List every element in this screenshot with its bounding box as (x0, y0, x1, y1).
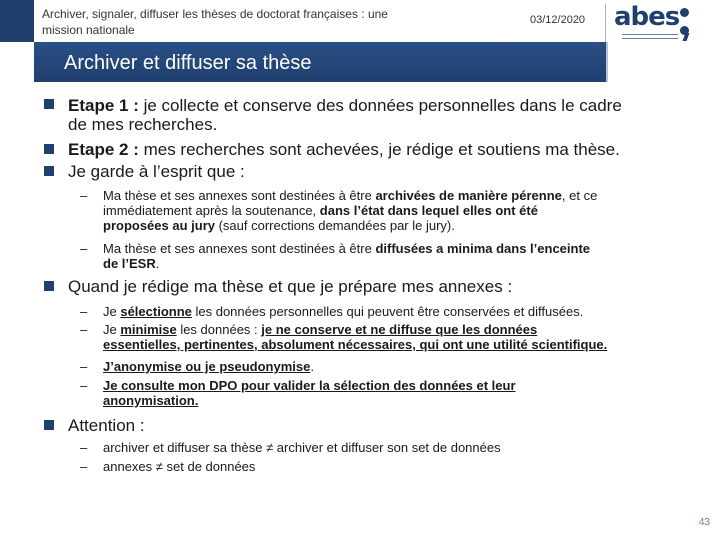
header-title: Archiver, signaler, diffuser les thèses de doctorat françaises : une mission nationale (42, 7, 388, 37)
sub-archive-line2-bold: dans l’état dans lequel elles ont été (319, 203, 538, 218)
bullet-marker (44, 144, 54, 154)
sub-dash: – (80, 304, 88, 319)
sub-anonymise-tail: . (310, 359, 314, 374)
sub-anonymise-bold: J’anonymise ou je pseudonymise (103, 359, 311, 374)
sub-archive-line3-bold: proposées au jury (103, 218, 215, 233)
etape-1-text: je collecte et conserve des données personnelles dans le cadre (138, 96, 622, 115)
sub-note-1: archiver et diffuser sa thèse ≠ archiver et diffuser son set de données (103, 440, 501, 455)
sub-dash: – (80, 459, 88, 474)
slide-title: Archiver et diffuser sa thèse (64, 52, 312, 74)
sub-dash: – (80, 440, 88, 455)
etape-2-label: Etape 2 : (68, 140, 139, 159)
sub-dash: – (80, 378, 88, 393)
bullet-marker (44, 99, 54, 109)
sub-diffuse-text: Ma thèse et ses annexes sont destinées à être (103, 241, 376, 256)
sub-dash: – (80, 322, 88, 337)
sub-minimise-line2: essentielles, pertinentes, absolument nécessaires, qui ont une utilité scientifique. (103, 337, 608, 352)
sub-minimise-mid: les données : (176, 322, 262, 337)
sub-select-text: Je (103, 304, 121, 319)
sub-archive-tail: , et ce (561, 188, 598, 203)
sub-minimise-bold: minimise (120, 322, 177, 337)
sub-archive-text: Ma thèse et ses annexes sont destinées à être (103, 188, 376, 203)
sub-minimise-text: Je (103, 322, 121, 337)
bullet-marker (44, 281, 54, 291)
logo-dot-top (680, 8, 689, 17)
sub-dash: – (80, 188, 88, 203)
logo-tagline (622, 34, 678, 39)
sub-archive-line3: (sauf corrections demandées par le jury). (214, 218, 455, 233)
sub-dash: – (80, 359, 88, 374)
sub-archive (103, 188, 693, 233)
sub-select-bold: sélectionne (120, 304, 192, 319)
sub-select-tail: les données personnelles qui peuvent être conservées et diffusées. (191, 304, 584, 319)
etape-2-text: mes recherches sont achevées, je rédige et soutiens ma thèse. (138, 140, 620, 159)
sub-diffuse-line2-bold: de l’ESR (103, 256, 156, 271)
sub-dpo-line2: anonymisation. (103, 393, 199, 408)
sub-minimise-bold2: je ne conserve et ne diffuse que les données (261, 322, 538, 337)
sub-diffuse (103, 241, 693, 271)
bullet-etape-1 (68, 96, 688, 134)
corner-block (0, 0, 34, 42)
etape-1-text-line2: de mes recherches. (68, 115, 218, 134)
sub-note-2: annexes ≠ set de données (103, 459, 256, 474)
sub-anonymise (103, 359, 693, 374)
sub-minimise (103, 322, 693, 352)
page-number: 43 (698, 517, 710, 528)
sub-select (103, 304, 693, 319)
bullet-preparation: Quand je rédige ma thèse et que je prépare mes annexes : (68, 277, 513, 296)
bullet-marker (44, 420, 54, 430)
logo-text: abes (614, 2, 680, 32)
bullet-marker (44, 166, 54, 176)
sub-diffuse-bold: diffusées a minima dans l’enceinte (375, 241, 591, 256)
sub-archive-line2: immédiatement après la soutenance, (103, 203, 320, 218)
abes-logo (614, 4, 694, 42)
bullet-attention: Attention : (68, 416, 145, 435)
title-banner (34, 42, 608, 82)
sub-diffuse-line2: . (155, 256, 160, 271)
sub-dpo (103, 378, 693, 408)
header-divider (605, 4, 606, 42)
etape-1-label: Etape 1 : (68, 96, 139, 115)
sub-dpo-bold: Je consulte mon DPO pour valider la sélection des données et leur (103, 378, 516, 393)
header-date: 03/12/2020 (530, 14, 586, 26)
bullet-keep-in-mind: Je garde à l’esprit que : (68, 162, 245, 181)
bullet-etape-2 (68, 140, 688, 159)
sub-archive-bold: archivées de manière pérenne (375, 188, 562, 203)
sub-dash: – (80, 241, 88, 256)
